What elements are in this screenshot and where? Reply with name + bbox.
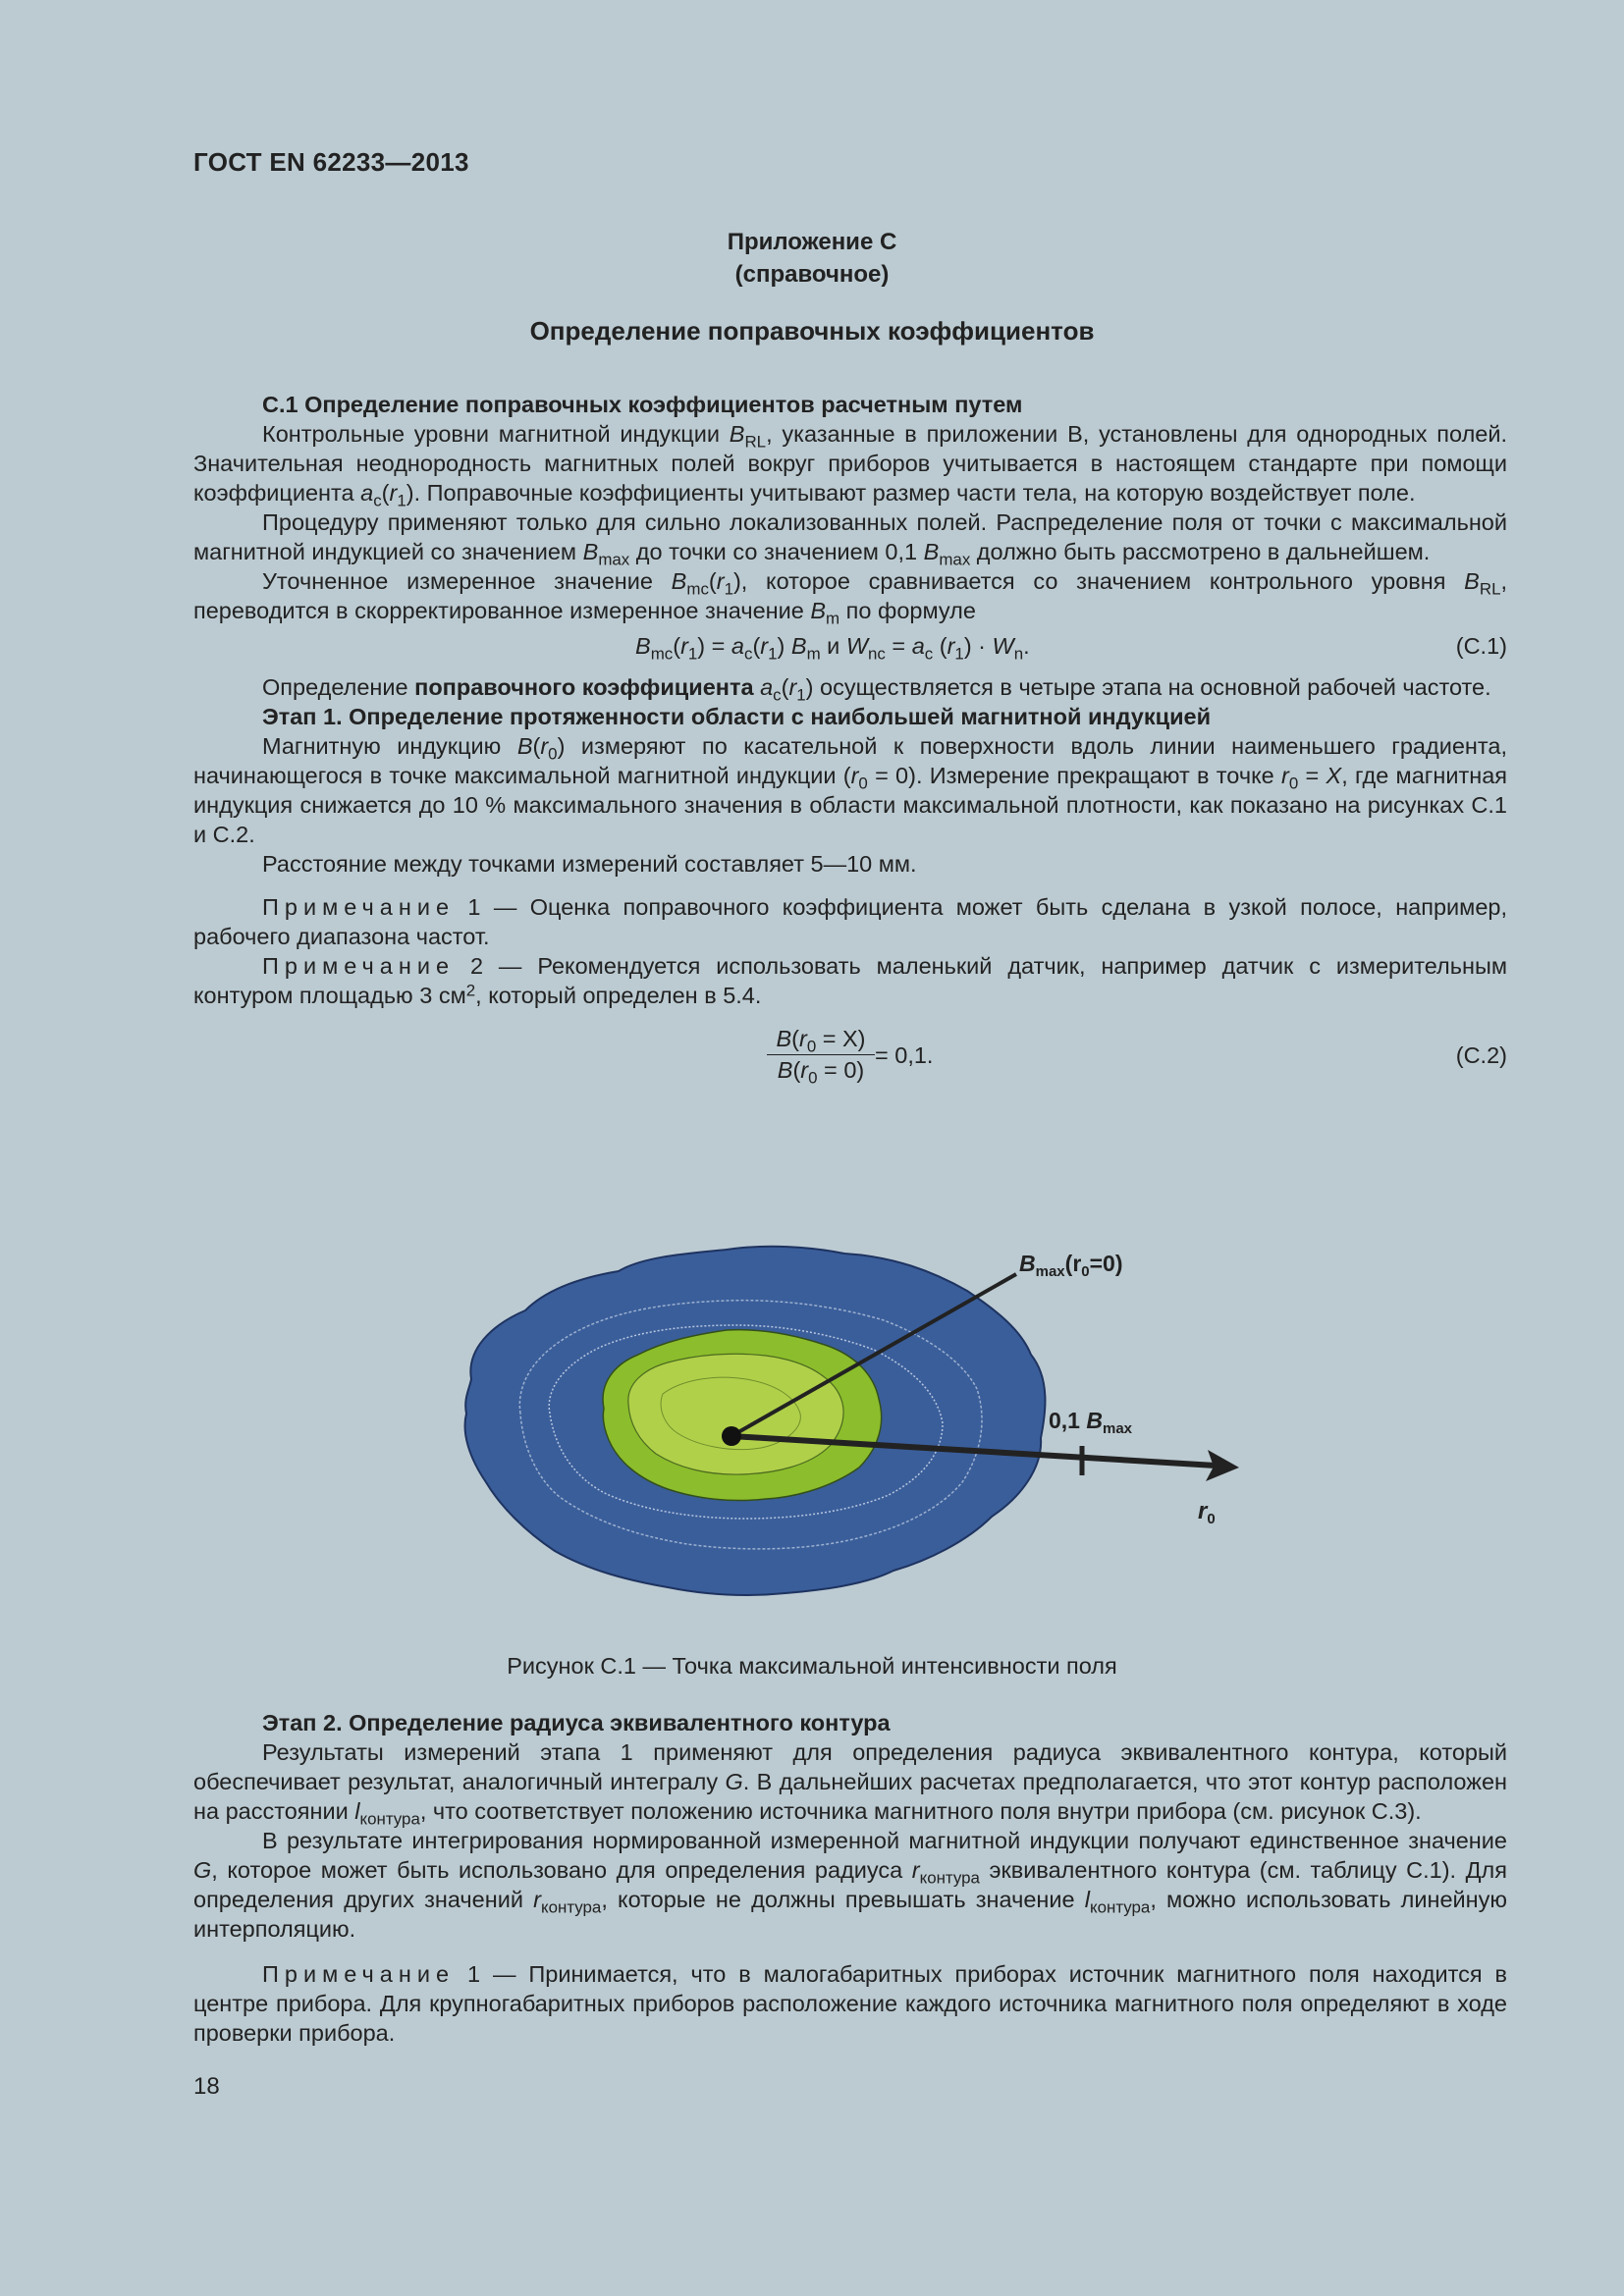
paragraph: Процедуру применяют только для сильно локализованных полей. Распределение поля от точки с максимальной магнитной индукцией со значением $B_{max}$ до точки со значением 0,1 $B_{max}$ должно быть рассмотрено в дальнейшем.: [193, 509, 1507, 569]
stage2-heading: Этап 2. Определение радиуса эквивалентного контура: [262, 1710, 891, 1735]
stage2-section: [193, 1708, 1507, 2048]
section-c1: [193, 390, 1507, 1095]
tenth-bmax-label: 0,1 $B_{max}$: [1049, 1408, 1133, 1437]
document-code: ГОСТ EN 62233—2013: [193, 147, 469, 177]
formula-c2-number: (С.2): [1455, 1042, 1507, 1068]
main-title: Определение поправочных коэффициентов: [529, 316, 1095, 346]
r0-label: $r_0$: [1198, 1498, 1216, 1527]
formula-c1: [193, 631, 1507, 665]
fraction-numerator: $B(r_0 = X)$: [767, 1024, 875, 1055]
core-field-region: [628, 1354, 843, 1474]
figure-caption: Рисунок С.1 — Точка максимальной интенсивности поля: [507, 1653, 1117, 1679]
note-2: Примечание 2 — Рекомендуется использовать маленький датчик, например датчик с измерительным контуром площадью 3 $см^2$, который определен в 5.4.: [193, 953, 1507, 1008]
page-number: 18: [193, 2073, 220, 2100]
note-1: Примечание 1 — Оценка поправочного коэффициента может быть сделана в узкой полосе, например, рабочего диапазона частот.: [193, 894, 1507, 949]
bmax-label: $B_{max}(r_0=0)$: [1019, 1251, 1123, 1280]
note-1: Примечание 1 — Принимается, что в малогабаритных приборах источник магнитного поля находится в центре прибора. Для крупногабаритных приборов расположение каждого источника магнитного поля определяют в ходе проверки прибора.: [193, 1961, 1507, 2046]
figure-c1: [432, 1232, 1276, 1639]
stage1-heading: Этап 1. Определение протяженности области с наибольшей магнитной индукцией: [262, 704, 1212, 729]
paragraph: Результаты измерений этапа 1 применяют для определения радиуса эквивалентного контура, который обеспечивает результат, аналогичный интегралу G. В дальнейших расчетах предполагается, что этот контур расположен на расстоянии $l_{контура}$, что соответствует положению источника магнитного поля внутри прибора (см. рисунок С.3).: [193, 1739, 1507, 1829]
paragraph: В результате интегрирования нормированной измеренной магнитной индукции получают единственное значение G, которое может быть использовано для определения радиуса $r_{контура}$ эквивалентного контура (см. таблицу С.1). Для определения других значений $r_{контура}$, которые не должны превышать значение $l_{контура}$, можно использовать линейную интерполяцию.: [193, 1828, 1507, 1942]
formula-c1-number: (С.1): [1455, 633, 1507, 659]
section-c1-heading: С.1 Определение поправочных коэффициентов расчетным путем: [262, 392, 1023, 417]
max-point-marker: [722, 1426, 741, 1446]
paragraph: Магнитную индукцию $B(r_0)$ измеряют по касательной к поверхности вдоль линии наименьшего градиента, начинающегося в точке максимальной магнитной индукции $(r_0 = 0)$. Измерение прекращают в точке $r_0 = X$, где магнитная индукция снижается до 10 % максимального значения в области максимальной плотности, как показано на рисунках С.1 и С.2.: [193, 733, 1507, 847]
formula-c2: [193, 1024, 1507, 1095]
appendix-title: Приложение С: [727, 229, 897, 255]
paragraph: Расстояние между точками измерений составляет 5—10 мм.: [262, 851, 917, 877]
formula-c2-result: = 0,1.: [875, 1042, 934, 1068]
appendix-subtitle: (справочное): [734, 261, 890, 288]
paragraph: Определение поправочного коэффициента $a_c(r_1)$ осуществляется в четыре этапа на основной рабочей частоте.: [262, 674, 1491, 705]
paragraph: Уточненное измеренное значение $B_{mc}(r_1)$, которое сравнивается со значением контрольного уровня $B_{RL}$, переводится в скорректированное измеренное значение $B_m$ по формуле: [193, 568, 1508, 628]
formula-c2-fraction: [767, 1024, 875, 1088]
appendix-heading: [0, 226, 1624, 291]
formula-c1-expression: $B_{mc}(r_1) = a_c(r_1)$ $B_m$ и $W_{nc} = a_c$ $(r_1) \cdot W_n$.: [635, 633, 1030, 664]
paragraph: Контрольные уровни магнитной индукции $B_{RL}$, указанные в приложении В, установлены для однородных полей. Значительная неоднородность магнитных полей вокруг приборов учитывается в настоящем стандарте при помощи коэффициента $a_c(r_1)$. Поправочные коэффициенты учитывают размер части тела, на которую воздействует поле.: [193, 421, 1508, 510]
fraction-denominator: $B(r_0 = 0)$: [777, 1057, 865, 1088]
